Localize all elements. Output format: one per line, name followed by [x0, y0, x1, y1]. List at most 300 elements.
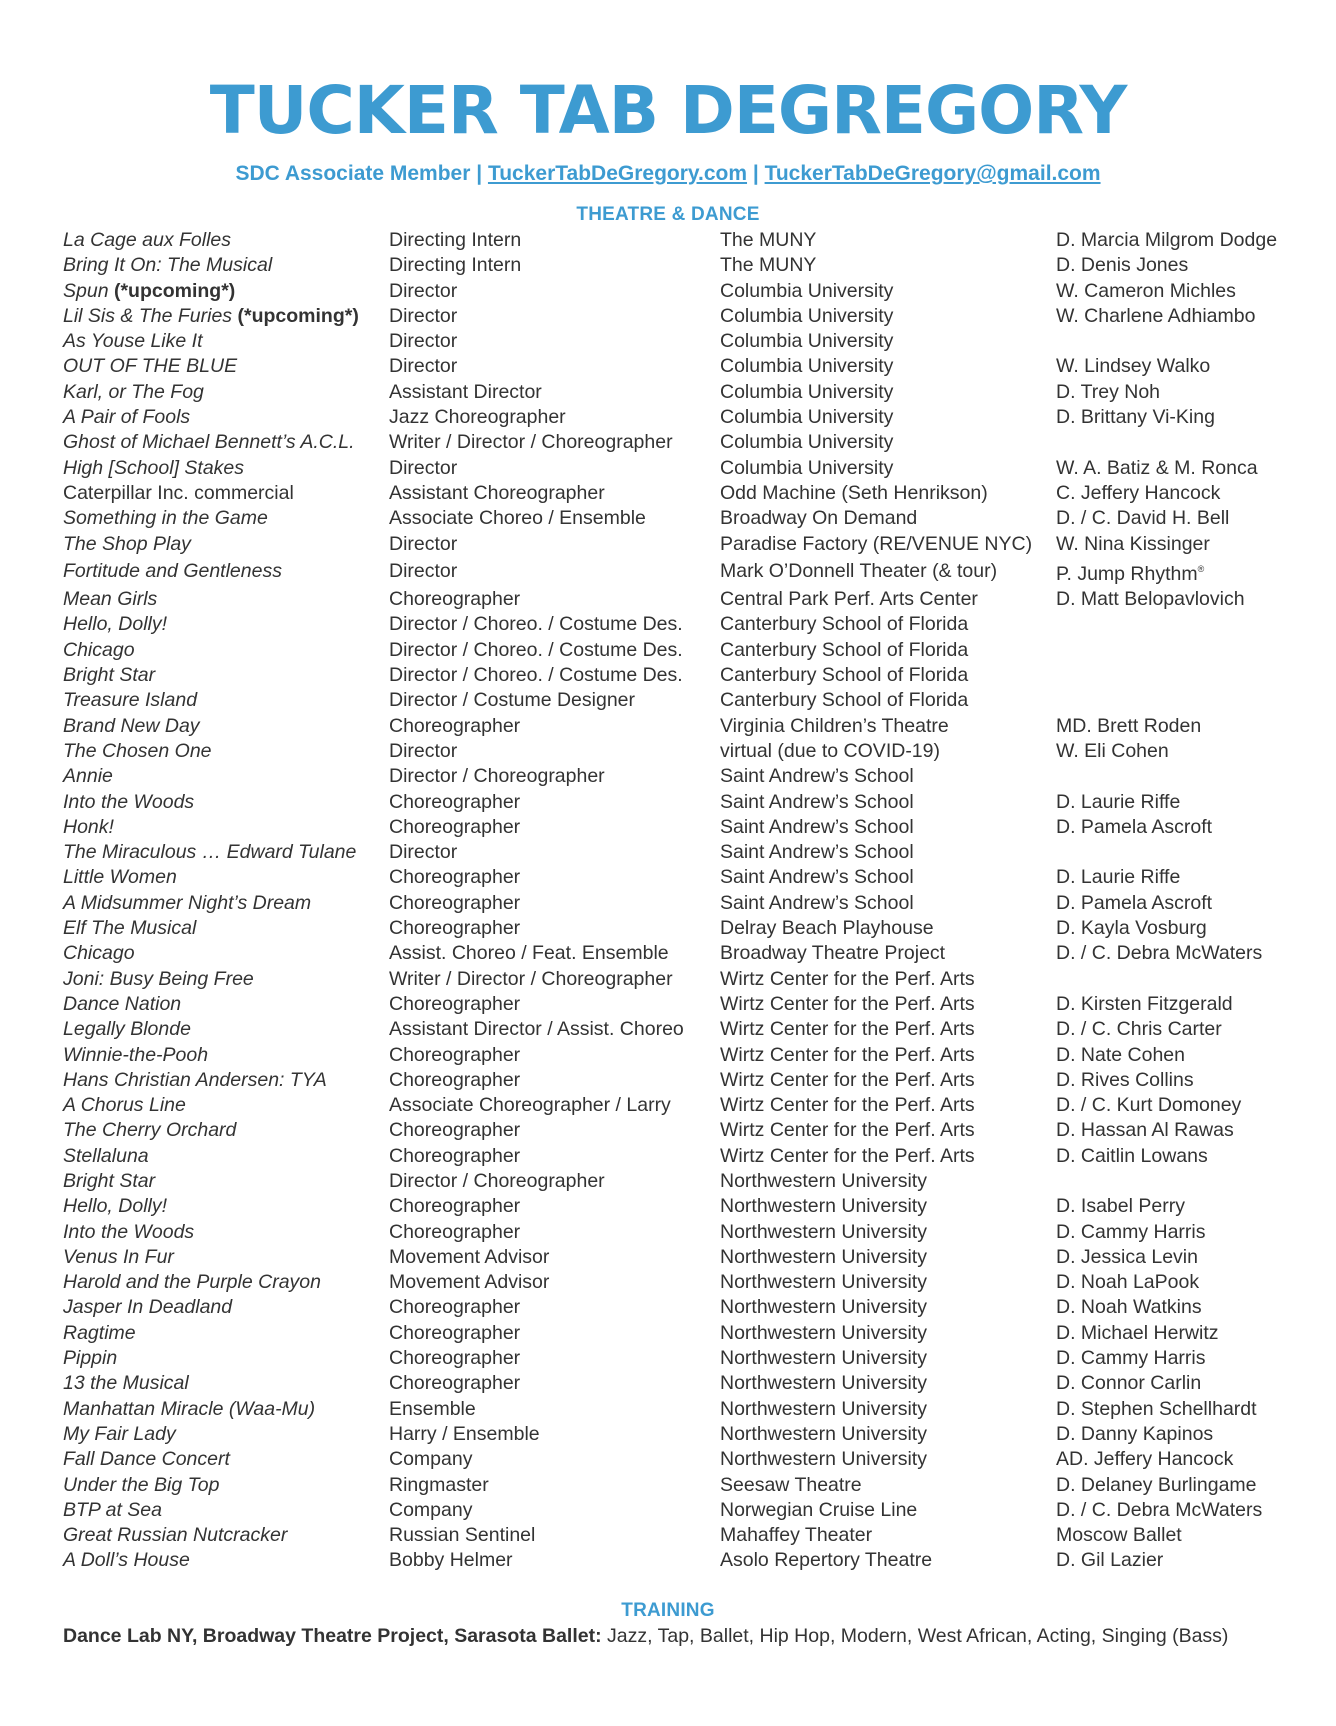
credit-title-cell	[63, 456, 389, 481]
credit-row	[63, 1194, 1299, 1219]
credit-row	[63, 1017, 1299, 1042]
credit-role	[389, 865, 720, 890]
credit-role-text: Director / Choreographer	[389, 765, 605, 788]
credit-person-text: D. Cammy Harris	[1056, 1347, 1206, 1370]
membership-label: SDC Associate Member	[235, 162, 471, 185]
credit-role	[389, 1548, 720, 1573]
credit-venue	[720, 587, 1056, 612]
credit-role	[389, 253, 720, 278]
production-title: Hello, Dolly!	[63, 613, 168, 636]
credit-person	[1056, 481, 1299, 506]
credit-person-text: D. / C. Debra McWaters	[1056, 1498, 1263, 1521]
credit-role-text: Director / Choreographer	[389, 1169, 605, 1192]
credit-row	[63, 1220, 1299, 1245]
credit-person	[1056, 380, 1299, 405]
credit-row	[63, 1118, 1299, 1143]
credit-role-text: Choreographer	[389, 1043, 521, 1066]
credit-venue	[720, 380, 1056, 405]
credit-role	[389, 1118, 720, 1143]
credit-person	[1056, 228, 1299, 253]
credit-role	[389, 1169, 720, 1194]
credit-person	[1056, 1397, 1299, 1422]
credit-person	[1056, 1068, 1299, 1093]
credit-venue-text: Saint Andrew’s School	[720, 866, 914, 889]
credit-person	[1056, 304, 1299, 329]
credit-row	[63, 1523, 1299, 1548]
credit-person-text: D. Laurie Riffe	[1056, 790, 1181, 813]
credit-person	[1056, 865, 1299, 890]
resume-header	[0, 0, 1336, 186]
credit-role	[389, 1245, 720, 1270]
credit-venue	[720, 865, 1056, 890]
credit-title-cell	[63, 1422, 389, 1447]
credit-role	[389, 612, 720, 637]
credit-venue-text: Northwestern University	[720, 1397, 927, 1420]
training-line	[63, 1625, 1336, 1648]
credit-person	[1056, 1220, 1299, 1245]
credit-venue	[720, 992, 1056, 1017]
credit-venue	[720, 329, 1056, 354]
credit-role	[389, 481, 720, 506]
credit-role	[389, 1270, 720, 1295]
credit-venue-text: The MUNY	[720, 254, 817, 277]
credit-venue	[720, 967, 1056, 992]
credit-person	[1056, 815, 1299, 840]
credit-person	[1056, 1017, 1299, 1042]
credit-row	[63, 405, 1299, 430]
credit-role-text: Choreographer	[389, 1144, 521, 1167]
credit-person	[1056, 1093, 1299, 1118]
credit-role	[389, 941, 720, 966]
credit-person-text: D. Pamela Ascroft	[1056, 815, 1213, 838]
production-title: Bring It On: The Musical	[63, 254, 273, 277]
credit-row	[63, 329, 1299, 354]
credit-row	[63, 1422, 1299, 1447]
production-title: Great Russian Nutcracker	[63, 1524, 288, 1547]
credit-venue-text: Northwestern University	[720, 1372, 927, 1395]
credit-venue-text: Northwestern University	[720, 1220, 927, 1243]
credit-role	[389, 967, 720, 992]
production-title: BTP at Sea	[63, 1498, 162, 1521]
credit-person	[1056, 992, 1299, 1017]
credit-venue	[720, 1473, 1056, 1498]
credit-person	[1056, 612, 1299, 637]
credit-person	[1056, 1473, 1299, 1498]
production-title: Hans Christian Andersen: TYA	[63, 1068, 327, 1091]
credit-role	[389, 1194, 720, 1219]
credit-person-text: D. Caitlin Lowans	[1056, 1144, 1208, 1167]
credit-role	[389, 587, 720, 612]
credit-venue	[720, 790, 1056, 815]
credit-person-text: Moscow Ballet	[1056, 1524, 1182, 1547]
credit-row	[63, 1245, 1299, 1270]
credit-venue	[720, 1194, 1056, 1219]
credit-title-cell	[63, 1523, 389, 1548]
credit-person-text: D. / C. Kurt Domoney	[1056, 1094, 1242, 1117]
production-title: Into the Woods	[63, 790, 195, 813]
credit-venue-text: Asolo Repertory Theatre	[720, 1549, 933, 1572]
credit-venue-text: Northwestern University	[720, 1321, 927, 1344]
credit-person-text: D. / C. Chris Carter	[1056, 1018, 1222, 1041]
production-title: Manhattan Miracle (Waa-Mu)	[63, 1397, 316, 1420]
credit-title-cell	[63, 506, 389, 531]
production-title: La Cage aux Folles	[63, 229, 232, 251]
credit-role-text: Director	[389, 355, 458, 378]
credit-person	[1056, 1144, 1299, 1169]
credits-body	[63, 228, 1299, 1574]
credit-row	[63, 1321, 1299, 1346]
credit-role	[389, 1017, 720, 1042]
credit-role-text: Assistant Choreographer	[389, 481, 605, 504]
credit-role-text: Choreographer	[389, 1220, 521, 1243]
credit-person	[1056, 967, 1299, 992]
credit-person	[1056, 714, 1299, 739]
credit-person-text: W. Cameron Michles	[1056, 279, 1236, 302]
credit-venue-text: Broadway On Demand	[720, 507, 918, 530]
credit-row	[63, 1397, 1299, 1422]
production-title: My Fair Lady	[63, 1422, 176, 1445]
credit-role	[389, 840, 720, 865]
credit-venue-text: Seesaw Theatre	[720, 1473, 862, 1496]
credit-role	[389, 1447, 720, 1472]
production-title: Annie	[63, 765, 113, 788]
credit-person	[1056, 329, 1299, 354]
credit-person-text: W. Charlene Adhiambo	[1056, 304, 1256, 327]
credit-venue-text: Saint Andrew’s School	[720, 790, 914, 813]
credit-person	[1056, 506, 1299, 531]
production-title: Lil Sis & The Furies	[63, 304, 233, 327]
credit-role	[389, 304, 720, 329]
credit-person-text: D. Isabel Perry	[1056, 1195, 1185, 1218]
credit-title-cell	[63, 663, 389, 688]
credit-role-text: Movement Advisor	[389, 1271, 550, 1294]
credit-venue-text: Northwestern University	[720, 1422, 927, 1445]
credit-role-text: Company	[389, 1498, 473, 1521]
credit-row	[63, 840, 1299, 865]
credit-person-text: D. Nate Cohen	[1056, 1043, 1185, 1066]
credit-person	[1056, 1548, 1299, 1573]
credit-title-cell	[63, 638, 389, 663]
credit-person-text: C. Jeffery Hancock	[1056, 481, 1221, 504]
credit-title-cell	[63, 764, 389, 789]
credit-role-text: Bobby Helmer	[389, 1549, 513, 1572]
credit-person-text: D. Stephen Schellhardt	[1056, 1397, 1257, 1420]
credit-venue	[720, 1498, 1056, 1523]
credit-person-text: D. Jessica Levin	[1056, 1245, 1198, 1268]
credit-role	[389, 456, 720, 481]
credit-venue	[720, 1017, 1056, 1042]
credit-person	[1056, 587, 1299, 612]
production-title: Dance Nation	[63, 992, 182, 1015]
production-title: Fortitude and Gentleness	[63, 560, 282, 583]
credit-person	[1056, 916, 1299, 941]
credit-title-cell	[63, 228, 389, 253]
credit-role	[389, 329, 720, 354]
credit-person-text: D. Trey Noh	[1056, 380, 1161, 403]
credit-role-text: Director	[389, 841, 458, 864]
credit-venue-text: Columbia University	[720, 330, 894, 353]
credit-role-text: Choreographer	[389, 815, 521, 838]
credit-title-cell	[63, 1270, 389, 1295]
credit-role	[389, 405, 720, 430]
credit-venue	[720, 891, 1056, 916]
credit-person	[1056, 1245, 1299, 1270]
credit-venue-text: Northwestern University	[720, 1448, 927, 1471]
credit-title-cell	[63, 1068, 389, 1093]
credit-role	[389, 557, 720, 587]
production-title: The Cherry Orchard	[63, 1119, 237, 1142]
credit-person	[1056, 456, 1299, 481]
credit-person	[1056, 1447, 1299, 1472]
credit-person-text: D. Pamela Ascroft	[1056, 891, 1213, 914]
credit-role-text: Russian Sentinel	[389, 1524, 536, 1547]
credit-title-cell	[63, 587, 389, 612]
credit-role	[389, 506, 720, 531]
credit-person-text: W. A. Batiz & M. Ronca	[1056, 456, 1258, 479]
credit-venue-text: Wirtz Center for the Perf. Arts	[720, 1018, 975, 1041]
credit-row	[63, 992, 1299, 1017]
production-title: Honk!	[63, 815, 114, 838]
credit-row	[63, 506, 1299, 531]
credit-row	[63, 967, 1299, 992]
credit-venue	[720, 279, 1056, 304]
credit-role-text: Ensemble	[389, 1397, 476, 1420]
production-title: Elf The Musical	[63, 917, 197, 940]
credit-title-cell	[63, 557, 389, 587]
credit-role-text: Director	[389, 532, 458, 555]
credit-role-text: Director	[389, 456, 458, 479]
credit-person	[1056, 663, 1299, 688]
credit-row	[63, 764, 1299, 789]
production-title: Ghost of Michael Bennett’s A.C.L.	[63, 431, 355, 454]
credit-venue	[720, 1220, 1056, 1245]
contact-line	[0, 162, 1336, 186]
production-title: Fall Dance Concert	[63, 1448, 230, 1471]
credit-role-text: Choreographer	[389, 1347, 521, 1370]
credit-venue	[720, 688, 1056, 713]
credit-role-text: Assistant Director	[389, 380, 542, 403]
credit-person	[1056, 279, 1299, 304]
credit-role-text: Director	[389, 304, 458, 327]
credit-venue-text: Columbia University	[720, 456, 894, 479]
credit-row	[63, 1498, 1299, 1523]
credit-person-text: P. Jump Rhythm	[1056, 562, 1198, 585]
production-title: Caterpillar Inc. commercial	[63, 481, 294, 504]
credit-venue	[720, 405, 1056, 430]
credit-person	[1056, 253, 1299, 278]
credit-venue	[720, 456, 1056, 481]
credit-venue	[720, 1144, 1056, 1169]
credit-person-text: D. Connor Carlin	[1056, 1372, 1202, 1395]
credit-role-text: Choreographer	[389, 1321, 521, 1344]
credit-venue	[720, 739, 1056, 764]
credit-person	[1056, 430, 1299, 455]
credit-row	[63, 1473, 1299, 1498]
credits-table	[63, 228, 1299, 1574]
credit-title-cell	[63, 891, 389, 916]
production-title: Under the Big Top	[63, 1473, 220, 1496]
production-title: Brand New Day	[63, 714, 200, 737]
credit-person-text: D. Matt Belopavlovich	[1056, 588, 1245, 611]
credit-venue-text: Wirtz Center for the Perf. Arts	[720, 992, 975, 1015]
credit-person	[1056, 1523, 1299, 1548]
credit-role-text: Directing Intern	[389, 254, 522, 277]
credit-row	[63, 916, 1299, 941]
production-title: Pippin	[63, 1347, 118, 1370]
credit-role-text: Director / Choreo. / Costume Des.	[389, 664, 683, 687]
credit-venue-text: Northwestern University	[720, 1245, 927, 1268]
credit-venue-text: Saint Andrew’s School	[720, 891, 914, 914]
production-title: Hello, Dolly!	[63, 1195, 168, 1218]
credit-role	[389, 354, 720, 379]
credit-role-text: Choreographer	[389, 917, 521, 940]
credit-venue	[720, 228, 1056, 253]
credit-row	[63, 587, 1299, 612]
credit-venue	[720, 354, 1056, 379]
credit-venue	[720, 1169, 1056, 1194]
credit-row	[63, 354, 1299, 379]
credit-title-cell	[63, 430, 389, 455]
credit-row	[63, 380, 1299, 405]
credit-venue	[720, 557, 1056, 587]
credit-venue-text: Virginia Children’s Theatre	[720, 714, 949, 737]
website-link[interactable]: TuckerTabDeGregory.com	[487, 162, 748, 185]
credit-title-cell	[63, 688, 389, 713]
credit-role	[389, 430, 720, 455]
production-title: The Shop Play	[63, 532, 191, 555]
credit-role-text: Associate Choreographer / Larry	[389, 1094, 671, 1117]
credit-venue	[720, 1397, 1056, 1422]
credit-role-text: Choreographer	[389, 992, 521, 1015]
production-title: Harold and the Purple Crayon	[63, 1271, 321, 1294]
credit-role	[389, 1397, 720, 1422]
credit-row	[63, 1447, 1299, 1472]
credit-venue-text: Delray Beach Playhouse	[720, 917, 934, 940]
credit-venue-text: Wirtz Center for the Perf. Arts	[720, 1043, 975, 1066]
credit-person-text: D. Denis Jones	[1056, 254, 1189, 277]
credit-role	[389, 228, 720, 253]
credit-person-text: D. Kirsten Fitzgerald	[1056, 992, 1233, 1015]
credit-row	[63, 1043, 1299, 1068]
credit-person	[1056, 1194, 1299, 1219]
credit-title-cell	[63, 304, 389, 329]
credit-role	[389, 279, 720, 304]
credit-person	[1056, 739, 1299, 764]
credit-role	[389, 714, 720, 739]
credit-title-cell	[63, 1245, 389, 1270]
credit-venue	[720, 1548, 1056, 1573]
credit-role	[389, 1068, 720, 1093]
credit-venue	[720, 1371, 1056, 1396]
credit-venue-text: Columbia University	[720, 431, 894, 454]
credit-venue	[720, 1422, 1056, 1447]
credit-title-cell	[63, 253, 389, 278]
credit-row	[63, 1068, 1299, 1093]
credit-person	[1056, 1118, 1299, 1143]
credit-title-cell	[63, 941, 389, 966]
credit-title-cell	[63, 967, 389, 992]
production-title: Something in the Game	[63, 507, 268, 530]
credit-role	[389, 764, 720, 789]
credit-title-cell	[63, 354, 389, 379]
credit-person	[1056, 354, 1299, 379]
credit-venue-text: Mark O’Donnell Theater (& tour)	[720, 560, 998, 583]
production-title: A Chorus Line	[63, 1094, 186, 1117]
credit-role-text: Choreographer	[389, 891, 521, 914]
credit-row	[63, 891, 1299, 916]
training-skills: Jazz, Tap, Ballet, Hip Hop, Modern, West African, Acting, Singing (Bass)	[601, 1624, 1229, 1647]
credit-venue-text: Wirtz Center for the Perf. Arts	[720, 967, 975, 990]
credit-person	[1056, 1270, 1299, 1295]
credit-row	[63, 941, 1299, 966]
credit-venue	[720, 815, 1056, 840]
credit-person	[1056, 1043, 1299, 1068]
production-title: Into the Woods	[63, 1220, 195, 1243]
credit-venue-text: Wirtz Center for the Perf. Arts	[720, 1144, 975, 1167]
credit-role-text: Movement Advisor	[389, 1245, 550, 1268]
credit-row	[63, 557, 1299, 587]
credit-title-cell	[63, 1321, 389, 1346]
credit-title-cell	[63, 1169, 389, 1194]
credit-role	[389, 1523, 720, 1548]
credit-venue-text: The MUNY	[720, 229, 817, 251]
credit-venue-text: Canterbury School of Florida	[720, 664, 969, 687]
credit-role	[389, 790, 720, 815]
credit-role	[389, 638, 720, 663]
credit-role	[389, 380, 720, 405]
credit-role-text: Choreographer	[389, 1296, 521, 1319]
email-link[interactable]: TuckerTabDeGregory@gmail.com	[764, 162, 1101, 185]
credit-role	[389, 1295, 720, 1320]
separator: |	[747, 162, 765, 185]
credit-venue-text: Paradise Factory (RE/VENUE NYC)	[720, 532, 1033, 555]
credit-person-text: W. Nina Kissinger	[1056, 532, 1210, 555]
credit-person-text: MD. Brett Roden	[1056, 714, 1202, 737]
credit-venue-text: Northwestern University	[720, 1195, 927, 1218]
credit-role	[389, 992, 720, 1017]
credit-row	[63, 714, 1299, 739]
credit-venue-text: Northwestern University	[720, 1296, 927, 1319]
credit-row	[63, 253, 1299, 278]
credit-role-text: Jazz Choreographer	[389, 406, 566, 429]
credit-role	[389, 1346, 720, 1371]
credit-row	[63, 532, 1299, 557]
credit-role-text: Director	[389, 560, 458, 583]
credit-row	[63, 1295, 1299, 1320]
production-title: Ragtime	[63, 1321, 136, 1344]
production-title: A Pair of Fools	[63, 406, 191, 429]
credit-person	[1056, 1295, 1299, 1320]
credit-person-text: D. Danny Kapinos	[1056, 1422, 1214, 1445]
credit-row	[63, 430, 1299, 455]
separator: |	[470, 162, 488, 185]
production-title: Chicago	[63, 638, 135, 661]
credit-venue	[720, 1295, 1056, 1320]
credit-title-cell	[63, 1371, 389, 1396]
credit-venue	[720, 1321, 1056, 1346]
credit-row	[63, 663, 1299, 688]
credit-title-cell	[63, 612, 389, 637]
credit-role	[389, 1371, 720, 1396]
credit-person-text: D. Michael Herwitz	[1056, 1321, 1219, 1344]
production-title: Joni: Busy Being Free	[63, 967, 254, 990]
upcoming-flag: (*upcoming*)	[113, 279, 236, 302]
credit-role-text: Writer / Director / Choreographer	[389, 967, 673, 990]
credit-venue-text: Wirtz Center for the Perf. Arts	[720, 1068, 975, 1091]
credit-role-text: Director	[389, 739, 458, 762]
credit-person-text: W. Eli Cohen	[1056, 739, 1169, 762]
credit-role-text: Choreographer	[389, 866, 521, 889]
